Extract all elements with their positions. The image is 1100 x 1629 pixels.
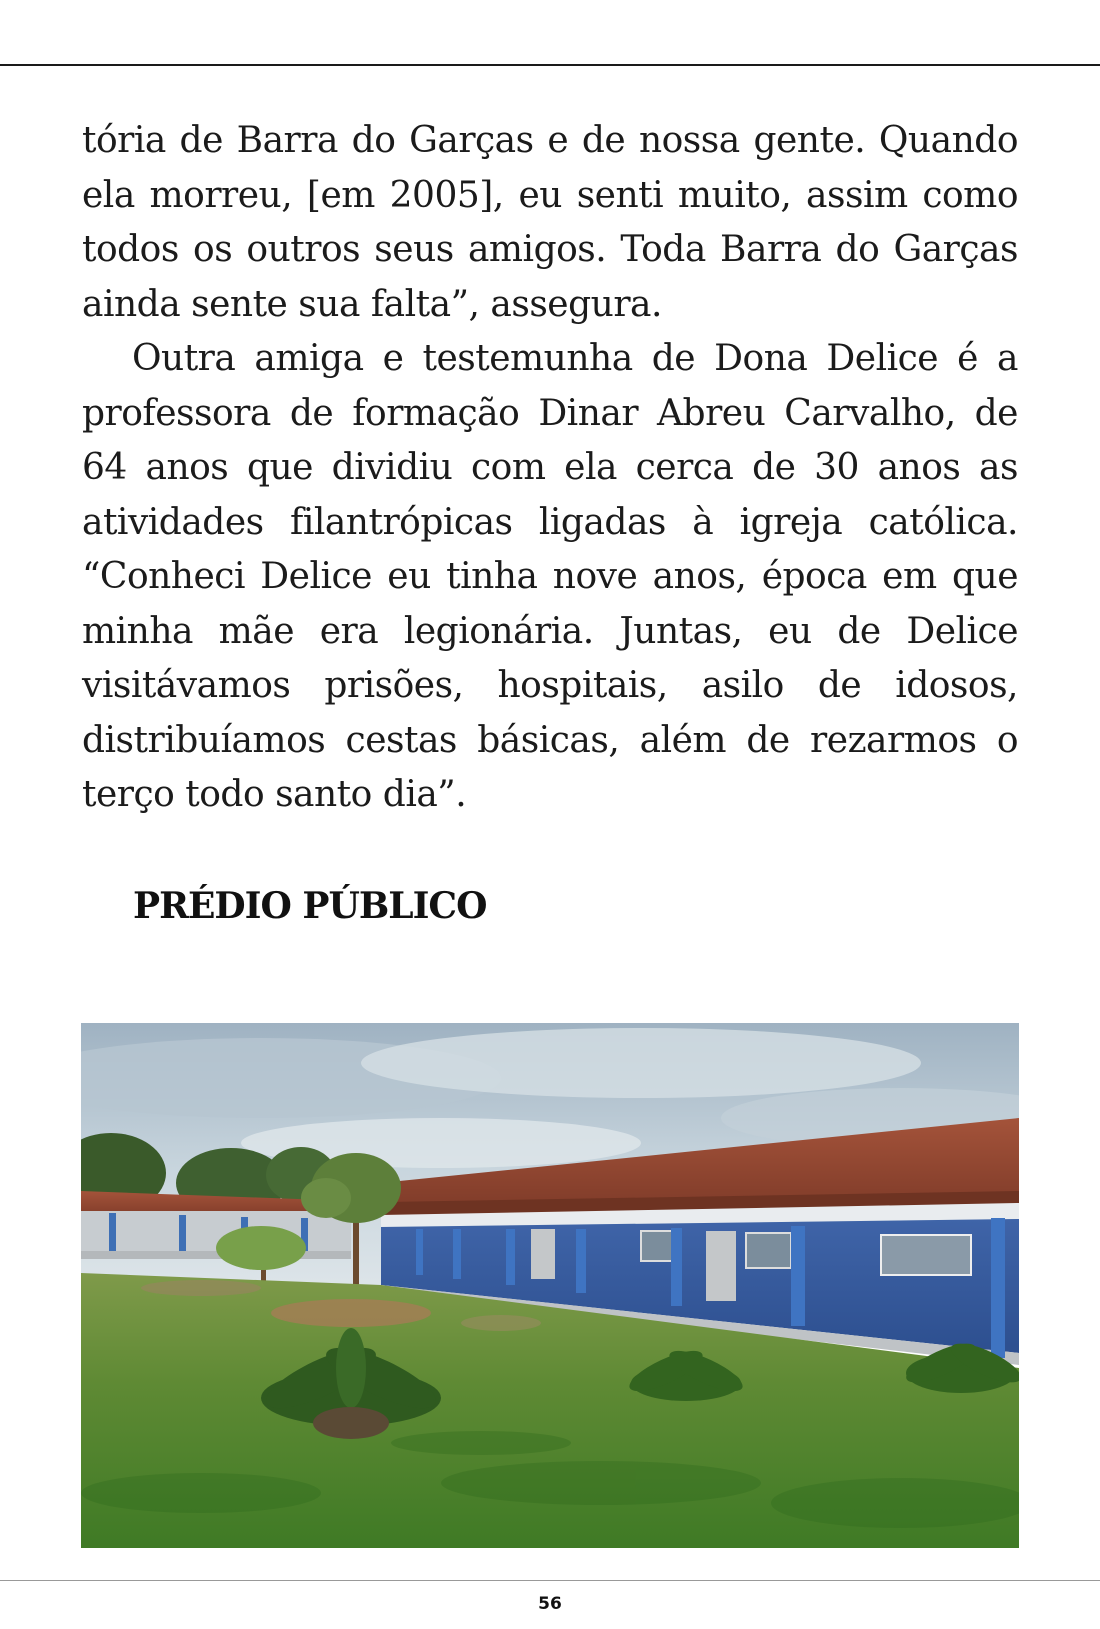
section-heading: PRÉDIO PÚBLICO — [133, 885, 487, 927]
page-number: 56 — [538, 1594, 562, 1614]
article-body — [82, 114, 1018, 823]
top-rule — [0, 64, 1100, 66]
school-photo-illustration — [81, 1023, 1019, 1548]
paragraph-continuation: tória de Barra do Garças e de nossa gente. Quando ela morreu, [em 2005], eu senti muito, assim como todos os outros seus amigos. Toda Barra do Garças ainda sente sua falta”, assegura. — [82, 120, 1018, 325]
school-building-photo — [81, 1023, 1019, 1548]
bottom-rule — [0, 1580, 1100, 1581]
paragraph-dinar-testimony: Outra amiga e testemunha de Dona Delice é a professora de formação Dinar Abreu Carvalho, de 64 anos que dividiu com ela cerca de 30 anos as atividades filantrópicas ligadas à igreja católica. “Conheci Delice eu tinha nove anos, época em que minha mãe era legionária. Juntas, eu de Delice visitávamos prisões, hospitais, asilo de idosos, distribuíamos cestas básicas, além de rezarmos o terço todo santo dia”. — [82, 338, 1018, 815]
